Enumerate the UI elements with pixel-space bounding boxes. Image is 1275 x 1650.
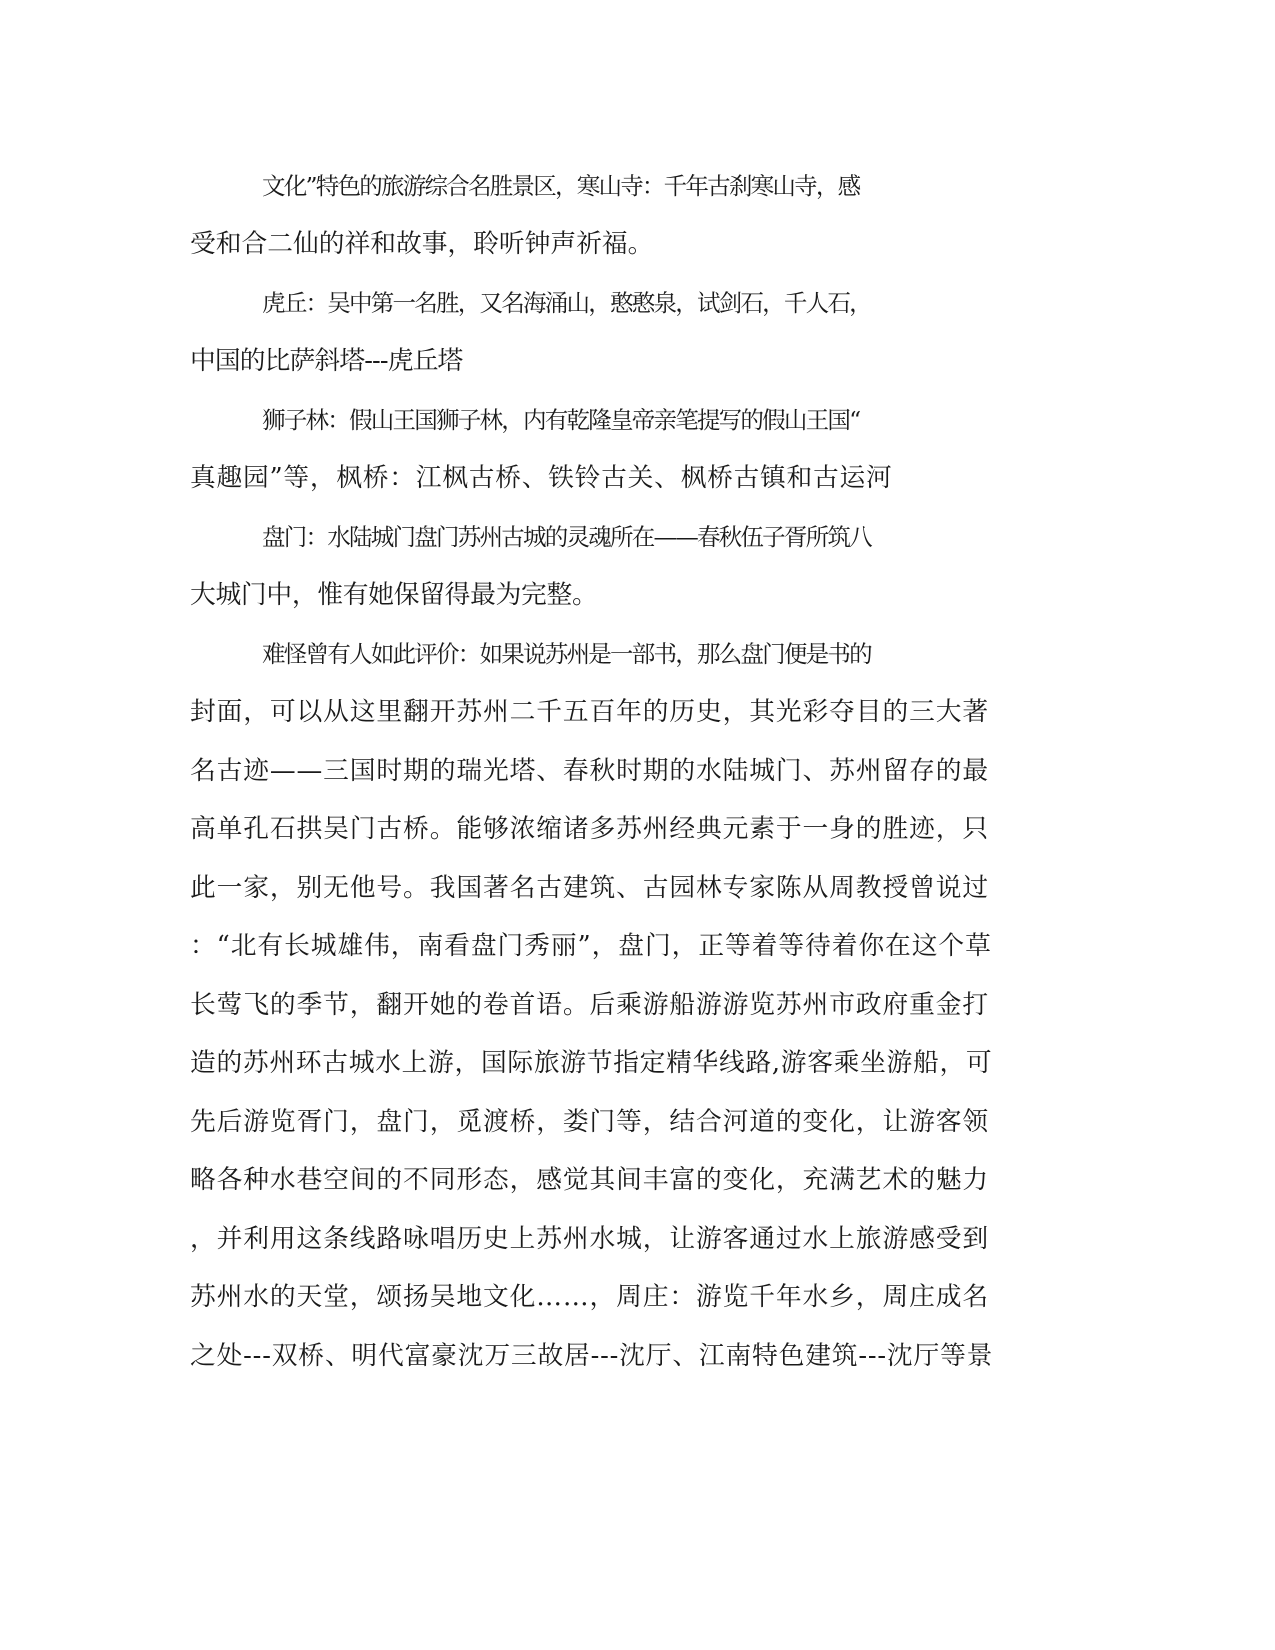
text-line: 盘门：水陆城门盘门苏州古城的灵魂所在——春秋伍子胥所筑八 [262, 523, 871, 551]
text-line: 造的苏州环古城水上游，国际旅游节指定精华线路,游客乘坐游船，可 [190, 1048, 993, 1078]
text-line: 名古迹——三国时期的瑞光塔、春秋时期的水陆城门、苏州留存的最 [190, 756, 989, 786]
text-line: 苏州水的天堂，颂扬吴地文化……，周庄：游览千年水乡，周庄成名 [190, 1282, 989, 1312]
text-line: 先后游览胥门，盘门，觅渡桥，娄门等，结合河道的变化，让游客领 [190, 1107, 989, 1137]
text-line: 高单孔石拱吴门古桥。能够浓缩诸多苏州经典元素于一身的胜迹，只 [190, 814, 989, 844]
text-line: 大城门中，惟有她保留得最为完整。 [190, 580, 598, 610]
text-line: 略各种水巷空间的不同形态，感觉其间丰富的变化，充满艺术的魅力 [190, 1165, 989, 1195]
text-line: ：“北有长城雄伟，南看盘门秀丽”，盘门，正等着等待着你在这个草 [190, 931, 992, 961]
text-line: 狮子林：假山王国狮子林，内有乾隆皇帝亲笔提写的假山王国“ [262, 406, 860, 434]
text-line: ，并利用这条线路咏唱历史上苏州水城，让游客通过水上旅游感受到 [190, 1224, 989, 1254]
text-line: 文化”特色的旅游综合名胜景区，寒山寺：千年古刹寒山寺，感 [262, 172, 860, 200]
text-line: 长莺飞的季节，翻开她的卷首语。后乘游船游游览苏州市政府重金打 [190, 990, 989, 1020]
text-line: 难怪曾有人如此评价：如果说苏州是一部书，那么盘门便是书的 [262, 640, 871, 668]
text-line: 此一家，别无他号。我国著名古建筑、古园林专家陈从周教授曾说过 [190, 873, 989, 903]
text-line: 真趣园”等，枫桥：江枫古桥、铁铃古关、枫桥古镇和古运河 [190, 463, 893, 493]
text-line: 中国的比萨斜塔---虎丘塔 [190, 346, 463, 376]
text-line: 之处---双桥、明代富豪沈万三故居---沈厅、江南特色建筑---沈厅等景 [190, 1341, 994, 1371]
text-line: 封面，可以从这里翻开苏州二千五百年的历史，其光彩夺目的三大著 [190, 697, 989, 727]
text-line: 虎丘：吴中第一名胜，又名海涌山，憨憨泉，试剑石，千人石， [262, 289, 871, 317]
text-line: 受和合二仙的祥和故事，聆听钟声祈福。 [190, 229, 654, 259]
